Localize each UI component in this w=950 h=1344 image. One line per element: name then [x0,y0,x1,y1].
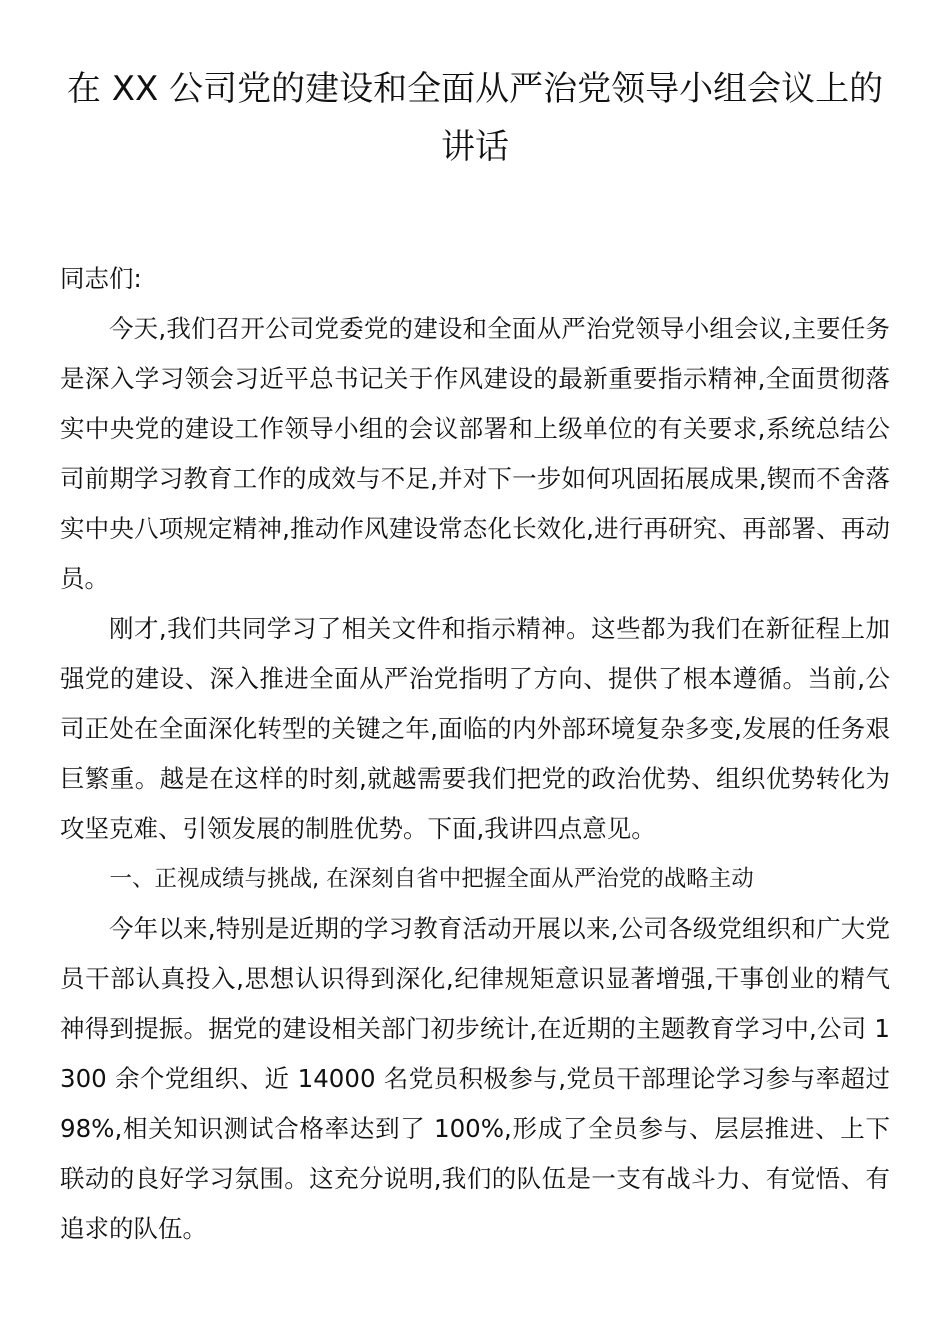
paragraph-context: 刚才,我们共同学习了相关文件和指示精神。这些都为我们在新征程上加强党的建设、深入推进全面从严治党指明了方向、提供了根本遵循。当前,公司正处在全面深化转型的关键之年,面临的内外部环境复杂多变,发展的任务艰巨繁重。越是在这样的时刻,就越需要我们把党的政治优势、组织优势转化为攻坚克难、引领发展的制胜优势。下面,我讲四点意见。 [60,614,890,843]
section-heading-1: 一、正视成绩与挑战, 在深刻自省中把握全面从严治党的战略主动 [109,866,754,892]
paragraph-intro: 今天,我们召开公司党委党的建设和全面从严治党领导小组会议,主要任务是深入学习领会习近平总书记关于作风建设的最新重要指示精神,全面贯彻落实中央党的建设工作领导小组的会议部署和上级单位的有关要求,系统总结公司前期学习教育工作的成效与不足,并对下一步如何巩固拓展成果,锲而不舍落实中央八项规定精神,推动作风建设常态化长效化,进行再研究、再部署、再动员。 [60,314,890,593]
document-body [60,254,890,1254]
document-title: 在 XX 公司党的建设和全面从严治党领导小组会议上的讲话 [66,69,884,167]
paragraph-section-1: 今年以来,特别是近期的学习教育活动开展以来,公司各级党组织和广大党员干部认真投入,思想认识得到深化,纪律规矩意识显著增强,干事创业的精气神得到提振。据党的建设相关部门初步统计,在近期的主题教育学习中,公司 1300 余个党组织、近 14000 名党员积极参与,党员干部理论学习参与率超过 98%,相关知识测试合格率达到了 100%,形成了全员参与、层层推进、上下联动的良好学习氛围。这充分说明,我们的队伍是一支有战斗力、有觉悟、有追求的队伍。 [60,914,890,1243]
salutation: 同志们: [60,264,142,293]
